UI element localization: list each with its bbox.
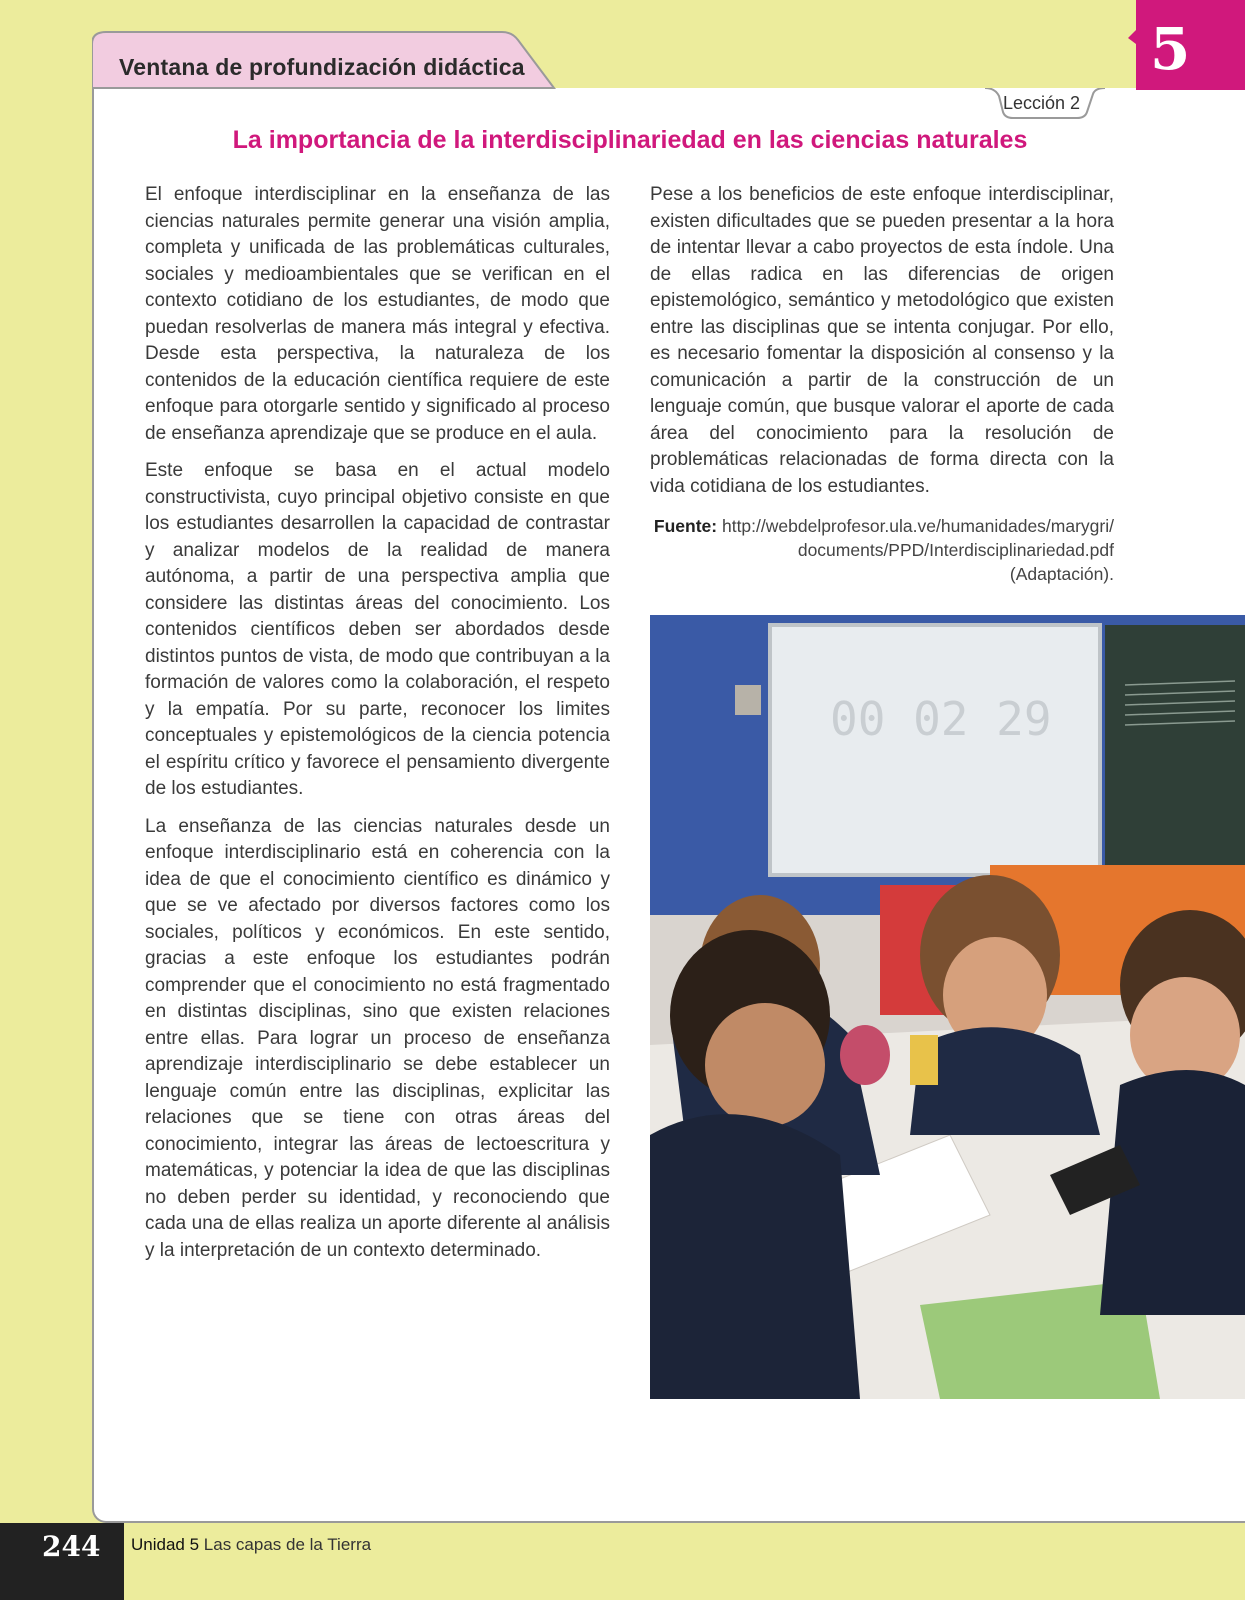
source-note: (Adaptación). xyxy=(1009,564,1114,584)
paragraph: El enfoque interdisciplinar en la enseñanza de las ciencias naturales permite generar una visión amplia, completa y unificada de las problemáticas culturales, sociales y medioambientales que se verifican en el contexto cotidiano de los estudiantes, de modo que puedan resolverlas de manera más integral y efectiva. Desde esta perspectiva, la naturaleza de los contenidos de la educación científica requiere de este enfoque para otorgarle sentido y significado al proceso de enseñanza aprendizaje que se produce en el aula. xyxy=(145,184,610,444)
right-column xyxy=(650,182,1114,511)
classroom-photo xyxy=(650,615,1245,1399)
footer-unit-title: Las capas de la Tierra xyxy=(203,1535,372,1554)
source-label: Fuente: xyxy=(653,516,718,536)
source-url[interactable]: http://webdelprofesor.ula.ve/humanidades/marygri/documents/PPD/Interdisciplinariedad.pdf xyxy=(721,516,1114,560)
footer-unit xyxy=(131,1535,371,1555)
paragraph: La enseñanza de las ciencias naturales desde un enfoque interdisciplinario está en coherencia con la idea de que el conocimiento científico es dinámico y que se ve afectado por diversos factores como los sociales, políticos y económicos. En este sentido, gracias a este enfoque los estudiantes podrán comprender que el conocimiento no está fragmentado en distintas disciplinas, sino que existen relaciones entre ellas. Para lograr un proceso de enseñanza aprendizaje interdisciplinario se debe establecer un lenguaje común entre las disciplinas, explicitar las relaciones que se tiene con otras áreas del conocimiento, integrar las áreas de lectoescritura y matemáticas, y potenciar la idea de que las disciplinas no deben perder su identidad, y reconociendo que cada una de ellas realiza un aporte diferente al análisis y la interpretación de un contexto determinado. xyxy=(145,815,610,1261)
timer-text: 00 02 29 xyxy=(830,692,1052,746)
page-number: 244 xyxy=(42,1530,101,1563)
lesson-label: Lección 2 xyxy=(1003,93,1081,113)
unit-number: 5 xyxy=(1150,15,1191,83)
paragraph: Este enfoque se basa en el actual modelo constructivista, cuyo principal objetivo consiste en que los estudiantes desarrollen la capacidad de contrastar y analizar modelos de la realidad de manera autónoma, a partir de una perspectiva amplia que considere las distintas áreas del conocimiento. Los contenidos científicos deben ser abordados desde distintos puntos de vista, de modo que contribuyan a la formación de valores como la colaboración, el respeto y la empatía. Por su parte, reconocer los limites conceptuales y epistemológicos de la ciencia potencia el espíritu crítico y favorece el pensamiento divergente de los estudiantes. xyxy=(145,460,610,799)
left-column xyxy=(145,182,610,1275)
article-title: La importancia de la interdisciplinariedad en las ciencias naturales xyxy=(232,126,1028,154)
footer-unit-label: Unidad 5 xyxy=(131,1535,200,1554)
header-title: Ventana de profundización didáctica xyxy=(119,54,525,80)
source-citation xyxy=(650,514,1114,586)
paragraph: Pese a los beneficios de este enfoque interdisciplinar, existen dificultades que se pueden presentar a la hora de intentar llevar a cabo proyectos de esta índole. Una de ellas radica en las diferencias de origen epistemológico, semántico y metodológico que existen entre las disciplinas que se intenta conjugar. Por ello, es necesario fomentar la disposición al consenso y la comunicación a partir de la construcción de un lenguaje común, que busque valorar el aporte de cada área del conocimiento para la resolución de problemáticas relacionadas de forma directa con la vida cotidiana de los estudiantes. xyxy=(650,184,1114,497)
